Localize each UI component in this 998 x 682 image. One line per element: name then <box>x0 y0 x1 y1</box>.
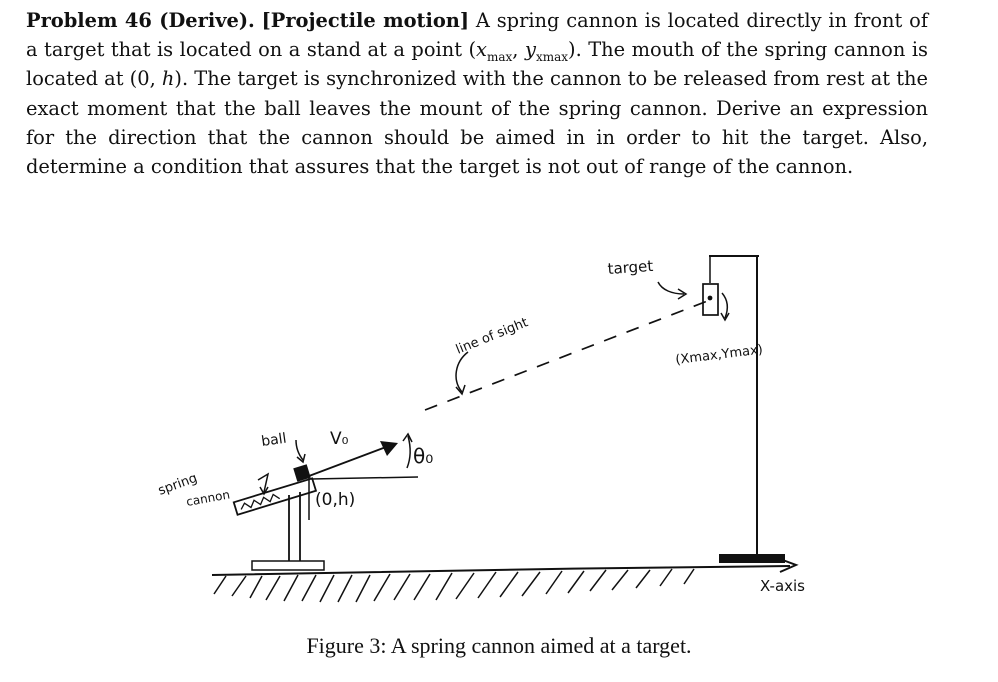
stand-base <box>252 561 324 570</box>
fall-arrow <box>722 293 727 318</box>
coord-h: h <box>161 67 175 91</box>
label-x-axis: X-axis <box>760 577 805 595</box>
problem-text-3: ). The target is synchronized with the cannon to be released from rest at the exact moment that the ball leaves the mount of the spring cannon. Derive an expression for the direction that the cannon should be aimed in in order to hit the target. Also, determine a condition that assures that the target is not out of range of the cannon. <box>26 67 928 179</box>
line-of-sight-pointer <box>456 352 468 392</box>
coord-y: y <box>524 38 536 62</box>
figure-caption: Figure 3: A spring cannon aimed at a target. <box>306 633 692 658</box>
problem-statement <box>26 6 928 181</box>
target-pointer <box>658 282 684 294</box>
label-spring: spring <box>156 470 200 499</box>
coord-x-sub: max <box>486 50 513 65</box>
horizontal-reference <box>311 477 418 479</box>
label-origin: (0,h) <box>315 490 356 510</box>
label-line-of-sight: line of sight <box>453 315 531 358</box>
problem-text-1: A spring cannon is located directly in front of a target that is located on a stand at a point ( <box>26 9 928 62</box>
target-stand-base <box>719 554 785 563</box>
spring-cannon <box>234 478 316 514</box>
label-target-point: (Xmax,Ymax) <box>674 342 764 368</box>
angle-arc <box>407 436 410 468</box>
coord-y-sub: xmax <box>535 50 569 65</box>
problem-topic: [Projectile motion] <box>261 9 470 32</box>
problem-text-2: ). The mouth of the spring cannon is located at (0, <box>26 38 928 91</box>
coord-x: x <box>476 38 487 62</box>
label-cannon: cannon <box>185 487 231 509</box>
stand-post <box>289 492 300 561</box>
label-velocity: V₀ <box>330 429 349 449</box>
label-angle: θ₀ <box>413 444 434 468</box>
spring-cannon-figure <box>140 240 860 610</box>
line-of-sight <box>425 300 710 410</box>
problem-number: Problem 46 (Derive). <box>26 9 255 32</box>
label-target: target <box>607 256 654 278</box>
target-dot <box>708 296 713 301</box>
label-ball: ball <box>260 430 288 450</box>
velocity-vector <box>309 444 394 476</box>
coord-sep: , <box>512 38 525 62</box>
